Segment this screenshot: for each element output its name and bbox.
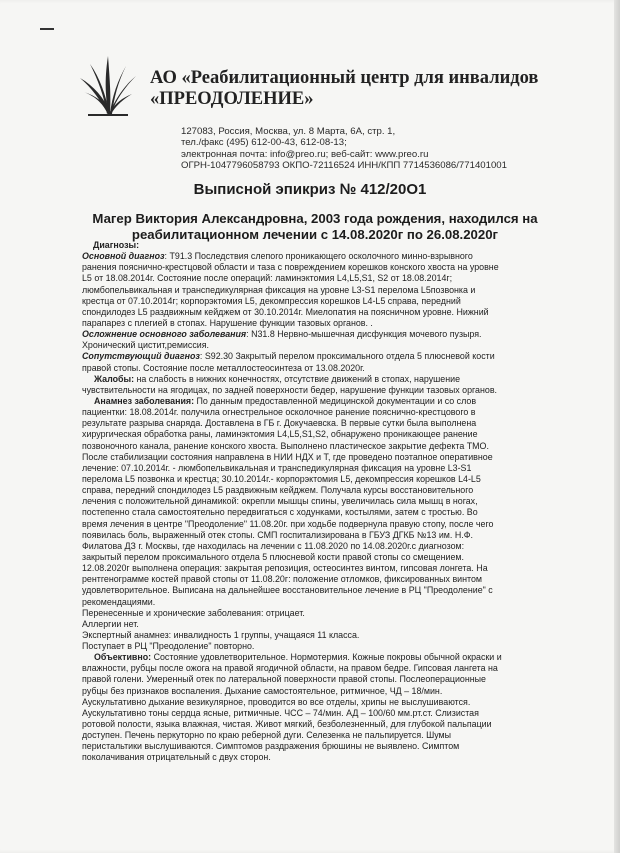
text-line: : S92.30 Закрытый перелом проксимального отдела 5 плюсневой кости	[199, 351, 495, 362]
text-line: Перенесенные и хронические заболевания: отрицает.	[82, 607, 305, 618]
text-line: справа, передний спондилодез L5 раздвижным кейджем. Получала курсы восстановительного	[82, 485, 474, 496]
contacts-block	[181, 126, 581, 171]
epicrisis-body	[82, 240, 602, 764]
text-line: хирургическая обработка раны, ламинэктомия L4,L5,S1,S2, обнаружено проникающее ранение	[82, 429, 478, 440]
anamnesis-section	[82, 396, 602, 608]
patient-heading	[70, 211, 560, 243]
text-line: Аускультативно тоны сердца ясные, ритмичные. ЧСС – 74/мин. АД – 100/60 мм.рт.ст. Слизистая	[82, 707, 479, 718]
concomitant-label: Сопутствующий диагноз	[82, 351, 200, 362]
main-diagnosis-label: Основной диагноз	[82, 251, 165, 262]
margin-mark	[40, 28, 54, 30]
text-line: ранения пояснично-крестцовой области и таза с повреждением корешков конского хвоста на уровне	[82, 262, 499, 273]
history-section	[82, 608, 602, 653]
text-line: правой стопы. Состояние после металлостеосинтеза от 13.08.2020г.	[82, 362, 365, 373]
text-line: удовлетворительное. Выписана на дальнейшее восстановительное лечение в РЦ "Преодоление" с	[82, 585, 493, 596]
page-edge-shadow	[614, 0, 620, 853]
text-line: ротовой полости, языка влажная, чистая. Живот мягкий, безболезненный, для глубокой пальпации	[82, 719, 492, 730]
objective-section	[82, 652, 602, 763]
contact-line: ОГРН-1047796058793 ОКПО-72116524 ИНН/КПП 7714536086/771401001	[181, 159, 507, 171]
text-line: 12.08.2020г выполнена операция: закрытая репозиция, остеосинтез винтом, гипсовая лонгета. На	[82, 563, 488, 574]
text-line: парапарез с плегией в стопах. Нарушение функции тазовых органов. .	[82, 317, 373, 328]
text-line: Аускультативно дыхание везикулярное, проводится во все отделы, хрипы не выслушиваются.	[82, 696, 471, 707]
text-line: позвоночного канала, ранение конского хвоста. Выполнено пластическое закрытие дефекта ТМО.	[82, 440, 489, 451]
text-line: рентгенограмме костей правой стопы от 11.08.20г: положение отломков, фиксированных винтом	[82, 574, 483, 585]
text-line: закрытый перелом проксимального отдела 5 плюсневой кости правой стопы со смещением.	[82, 551, 464, 562]
patient-line: Магер Виктория Александровна, 2003 года рождения, находился на	[92, 211, 538, 226]
text-line: перелома L5 позвонка и крестца; 30.10.2014г.- корпорэктомия L5, декомпрессия корешков L4-L5	[82, 473, 481, 484]
complication-section	[82, 329, 602, 351]
text-line: результате разрыва снаряда. Доставлена в ГБ г. Докучаевска. В первые сутки была выполнена	[82, 418, 477, 429]
text-line: Экспертный анамнез: инвалидность 1 группы, учащаяся 11 класса.	[82, 629, 360, 640]
text-line: Поступает в РЦ "Преодоление" повторно.	[82, 641, 255, 652]
concomitant-section	[82, 351, 602, 373]
complication-label: Осложнение основного заболевания	[82, 329, 247, 340]
diagnoses-heading: Диагнозы:	[93, 240, 140, 250]
text-line: Состояние удовлетворительное. Нормотермия. Кожные покровы обычной окраски и	[151, 652, 502, 663]
org-name-line: АО «Реабилитационный центр для инвалидов	[150, 68, 539, 88]
text-line: влажности, рубцы после ожога на правой ягодичной области, на правом бедре. Гипсовая лангета на	[82, 663, 498, 674]
text-line: Аллергии нет.	[82, 618, 139, 629]
patient-line: реабилитационном лечении с 14.08.2020г по 26.08.2020г	[131, 227, 499, 242]
text-line: лечения с положительной динамикой: окрепли мышцы спины, увеличилась сила мышц в ногах,	[82, 496, 478, 507]
text-line: чувствительности на ягодицах, по задней поверхности бедер, нарушение функции тазовых органов.	[82, 384, 498, 395]
text-line: рубцы без признаков воспаления. Дыхание самостоятельное, ритмичное, ЧД – 18/мин.	[82, 685, 443, 696]
text-line: рекомендациями.	[82, 596, 156, 607]
text-line: пациентки: 18.08.2014г. получила огнестрельное осколочное ранение пояснично-крестцового в	[82, 407, 476, 418]
complaints-section	[82, 374, 602, 396]
text-line: появилась боль, выраженный отек стопы. СМП госпитализирована в ГБУЗ ДГКБ №13 им. Н.Ф.	[82, 529, 473, 540]
text-line: люмбопельвикальная и транспедикулярная фиксация на уровне L3-S1 перелома L5позвонка и	[82, 284, 476, 295]
text-line: доступен. Печень перкуторно по краю реберной дуги. Селезенка не пальпируется. Шумы	[82, 730, 452, 741]
complaints-label: Жалобы:	[94, 373, 135, 384]
contact-line: тел./факс (495) 612-00-43, 612-08-13;	[181, 137, 347, 149]
text-line: перистальтики выслушиваются. Симптомов раздражения брюшины не выявлено. Симптом	[82, 741, 460, 752]
text-line: лечение: 07.10.2014г. - люмбопельвикальная и транспедикулярная фиксация на уровне L3-S1	[82, 462, 472, 473]
text-line: время лечения в центре "Преодоление" 11.08.20г. при ходьбе подвернула правую стопу, после чего	[82, 518, 494, 529]
grass-logo-icon	[78, 52, 138, 118]
text-line: крестца от 07.10.2014г; корпорэктомия L5, декомпрессия корешков L4-L5 справа, передний	[82, 295, 461, 306]
document-title: Выписной эпикриз № 412/20О1	[193, 181, 427, 198]
text-line: L5 от 18.08.2014г. Состояние после операций: ламинэктомия L4,L5,S1, S2 от 18.08.2014г;	[82, 273, 453, 284]
text-line: постепенно стала самостоятельно передвигаться с ходунками, костылями, затем с тростью. Во	[82, 507, 478, 518]
text-line: Филатова ДЗ г. Москвы, где находилась на лечении с 11.08.2020 по 14.08.2020г.с диагнозом:	[82, 540, 465, 551]
text-line: По данным предоставленной медицинской документации и со слов	[194, 395, 477, 406]
text-line: : Т91.3 Последствия слепого проникающего осколочного минно-взрывного	[164, 251, 473, 262]
text-line: поколачивания отрицательный с двух сторон.	[82, 752, 271, 763]
text-line: После стабилизации состояния направлена в НИИ НДХ и Т, где проведено поэтапное оперативное	[82, 451, 493, 462]
anamnesis-label: Анамнез заболевания:	[94, 395, 195, 406]
contact-line: 127083, Россия, Москва, ул. 8 Марта, 6А, стр. 1,	[181, 126, 396, 137]
text-line: на слабость в нижних конечностях, отсутствие движений в стопах, нарушение	[134, 373, 461, 384]
org-name-line: «ПРЕОДОЛЕНИЕ»	[150, 89, 314, 109]
main-diagnosis-section	[82, 251, 602, 329]
text-line: спондилодез L5 раздвижным кейджем от 30.10.2014г. Миелопатия на поясничном уровне. Нижний	[82, 306, 489, 317]
text-line: правой голени. Умеренный отек по латеральной поверхности правой стопы. Послеоперационные	[82, 674, 486, 685]
objective-label: Объективно:	[94, 652, 152, 663]
organization-name	[150, 68, 590, 110]
contact-line: электронная почта: info@preo.ru; веб-сайт: www.preo.ru	[181, 148, 429, 160]
text-line: : N31.8 Нервно-мышечная дисфункция мочевого пузыря.	[246, 329, 482, 340]
text-line: Хронический цистит,ремиссия.	[82, 340, 209, 351]
